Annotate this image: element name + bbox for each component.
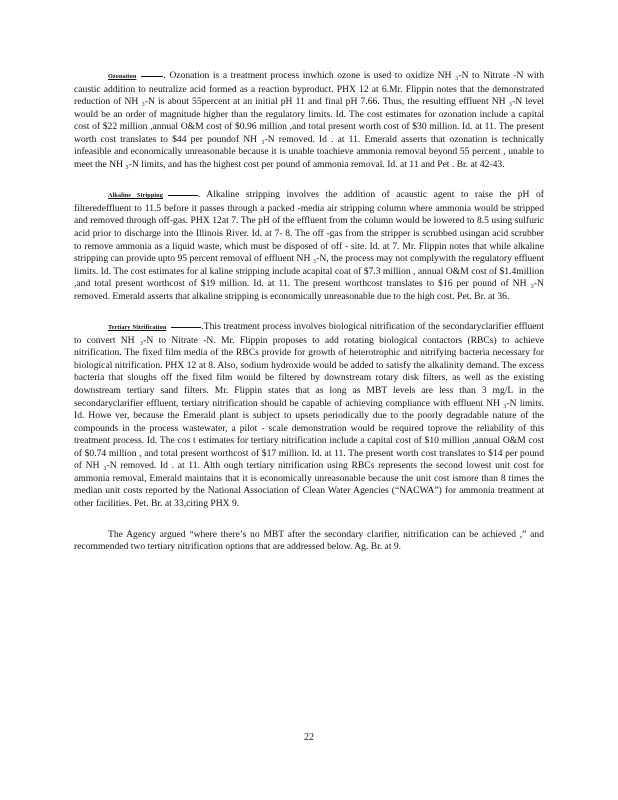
document-body (74, 70, 544, 572)
section-heading-alkaline-stripping: Alkaline Stripping (108, 192, 163, 200)
paragraph-ozonation (74, 70, 544, 171)
paragraph-text: .This treatment process involves biological nitrification of the secondaryclarifier effluent to convert NH ₃-N to Nitrate -N. Mr. Flippin proposes to add rotating biological contactors (RBCs) to achieve nitrification. The fixed film media of the RBCs provide for growth of heterotrophic and nitrifying bacteria necessary for biological nitrification. PHX 12 at 8. Also, sodium hydroxide would be added to satisfy the alkalinity demand. The excess bacteria that sloughs off the fixed film would be filtered by downstream rotary disk filters, as well as the existing downstream tertiary sand filters. Mr. Flippin states that as long as MBT levels are less than 3 mg/L in the secondaryclarifier effluent, tertiary nitrification should be capable of achieving compliance with effluent NH ₃-N limits. Id. Howe ver, because the Emerald plant is subject to upsets periodically due to the poorly degradable nature of the compounds in the process wastewater, a pilot - scale demonstration would be required toprove the reliability of this treatment process. Id. The cos t estimates for tertiary nitrification include a capital cost of $10 million ,annual O&M cost of $0.74 million , and total present worthcost of $17 million. Id. at 11. The present worth cost translates to $14 per pound of NH ₃-N removed. Id . at 11. Alth ough tertiary nitrification using RBCs represents the second lowest unit cost for ammonia removal, Emerald maintains that it is economically unreasonable because the unit cost ismore than 8 times the median unit costs reported by the National Association of Clean Water Agencies (“NACWA”) for ammonia treatment at other facilities. Pet. Br. at 33,citing PHX 9. (74, 321, 544, 509)
paragraph-agency-argument (74, 529, 544, 554)
heading-underline (168, 195, 198, 196)
heading-underline (171, 327, 201, 328)
page-number: 22 (304, 732, 314, 743)
paragraph-text: . Ozonation is a treatment process inwhich ozone is used to oxidize NH ₃-N to Nitrate -N with caustic addition to neutralize acid formed as a reaction byproduct. PHX 12 at 6.Mr. Flippin notes that the demonstrated reduction of NH ₃-N is about 55percent at an initial pH 11 and final pH 7.66. Thus, the resulting effluent NH ₃-N level would be an order of magnitude higher than the regulatory limits. Id. The cost estimates for ozonation include a capital cost of $22 million ,annual O&M cost of $0.96 million ,and total present worth cost of $30 million. Id. at 11. The present worth cost translates to $44 per poundof NH ₃-N removed. Id . at 11. Emerald asserts that ozonation is technically infeasible and economically unreasonable because it is unable toachieve ammonia removal beyond 55 percent , unable to meet the NH ₃-N limits, and has the highest cost per pound of ammonia removal. Id. at 11 and Pet . Br. at 42-43. (74, 70, 544, 170)
paragraph-text: The Agency argued “where there’s no MBT after the secondary clarifier, nitrification can be achieved ,” and recommended two tertiary nitrification options that are addressed below. Ag. Br. at 9. (74, 528, 544, 553)
heading-underline (141, 76, 163, 77)
section-heading-ozonation: Ozonation (108, 73, 137, 80)
paragraph-text: . Alkaline stripping involves the addition of acaustic agent to raise the pH of filteredeffluent to 11.5 before it passes through a packed -media air stripping column where ammonia would be stripped and removed through off-gas. PHX 12at 7. The pH of the effluent from the column would be lowered to 8.5 using sulfuric acid prior to discharge into the Illinois River. Id. at 7- 8. The off -gas from the stripper is scrubbed usingan acid scrubber to remove ammonia as a liquid waste, which must be disposed of off - site. Id. at 7. Mr. Flippin notes that while alkaline stripping can provide upto 95 percent removal of effluent NH ₃-N, the process may not complywith the regulatory effluent limits. Id. The cost estimates for al kaline stripping include acapital coat of $7.3 million , annual O&M cost of $1.4million ,and total present worthcost of $19 million. Id. at 11. The present worthcost translates to $16 per pound of NH ₃-N removed. Emerald asserts that alkaline stripping is economically unreasonable due to the high cost. Pet. Br. at 36. (74, 189, 544, 302)
paragraph-tertiary-nitrification (74, 321, 544, 510)
section-heading-tertiary-nitrification: Tertiary Nitrification (108, 324, 167, 332)
paragraph-alkaline-stripping (74, 189, 544, 303)
